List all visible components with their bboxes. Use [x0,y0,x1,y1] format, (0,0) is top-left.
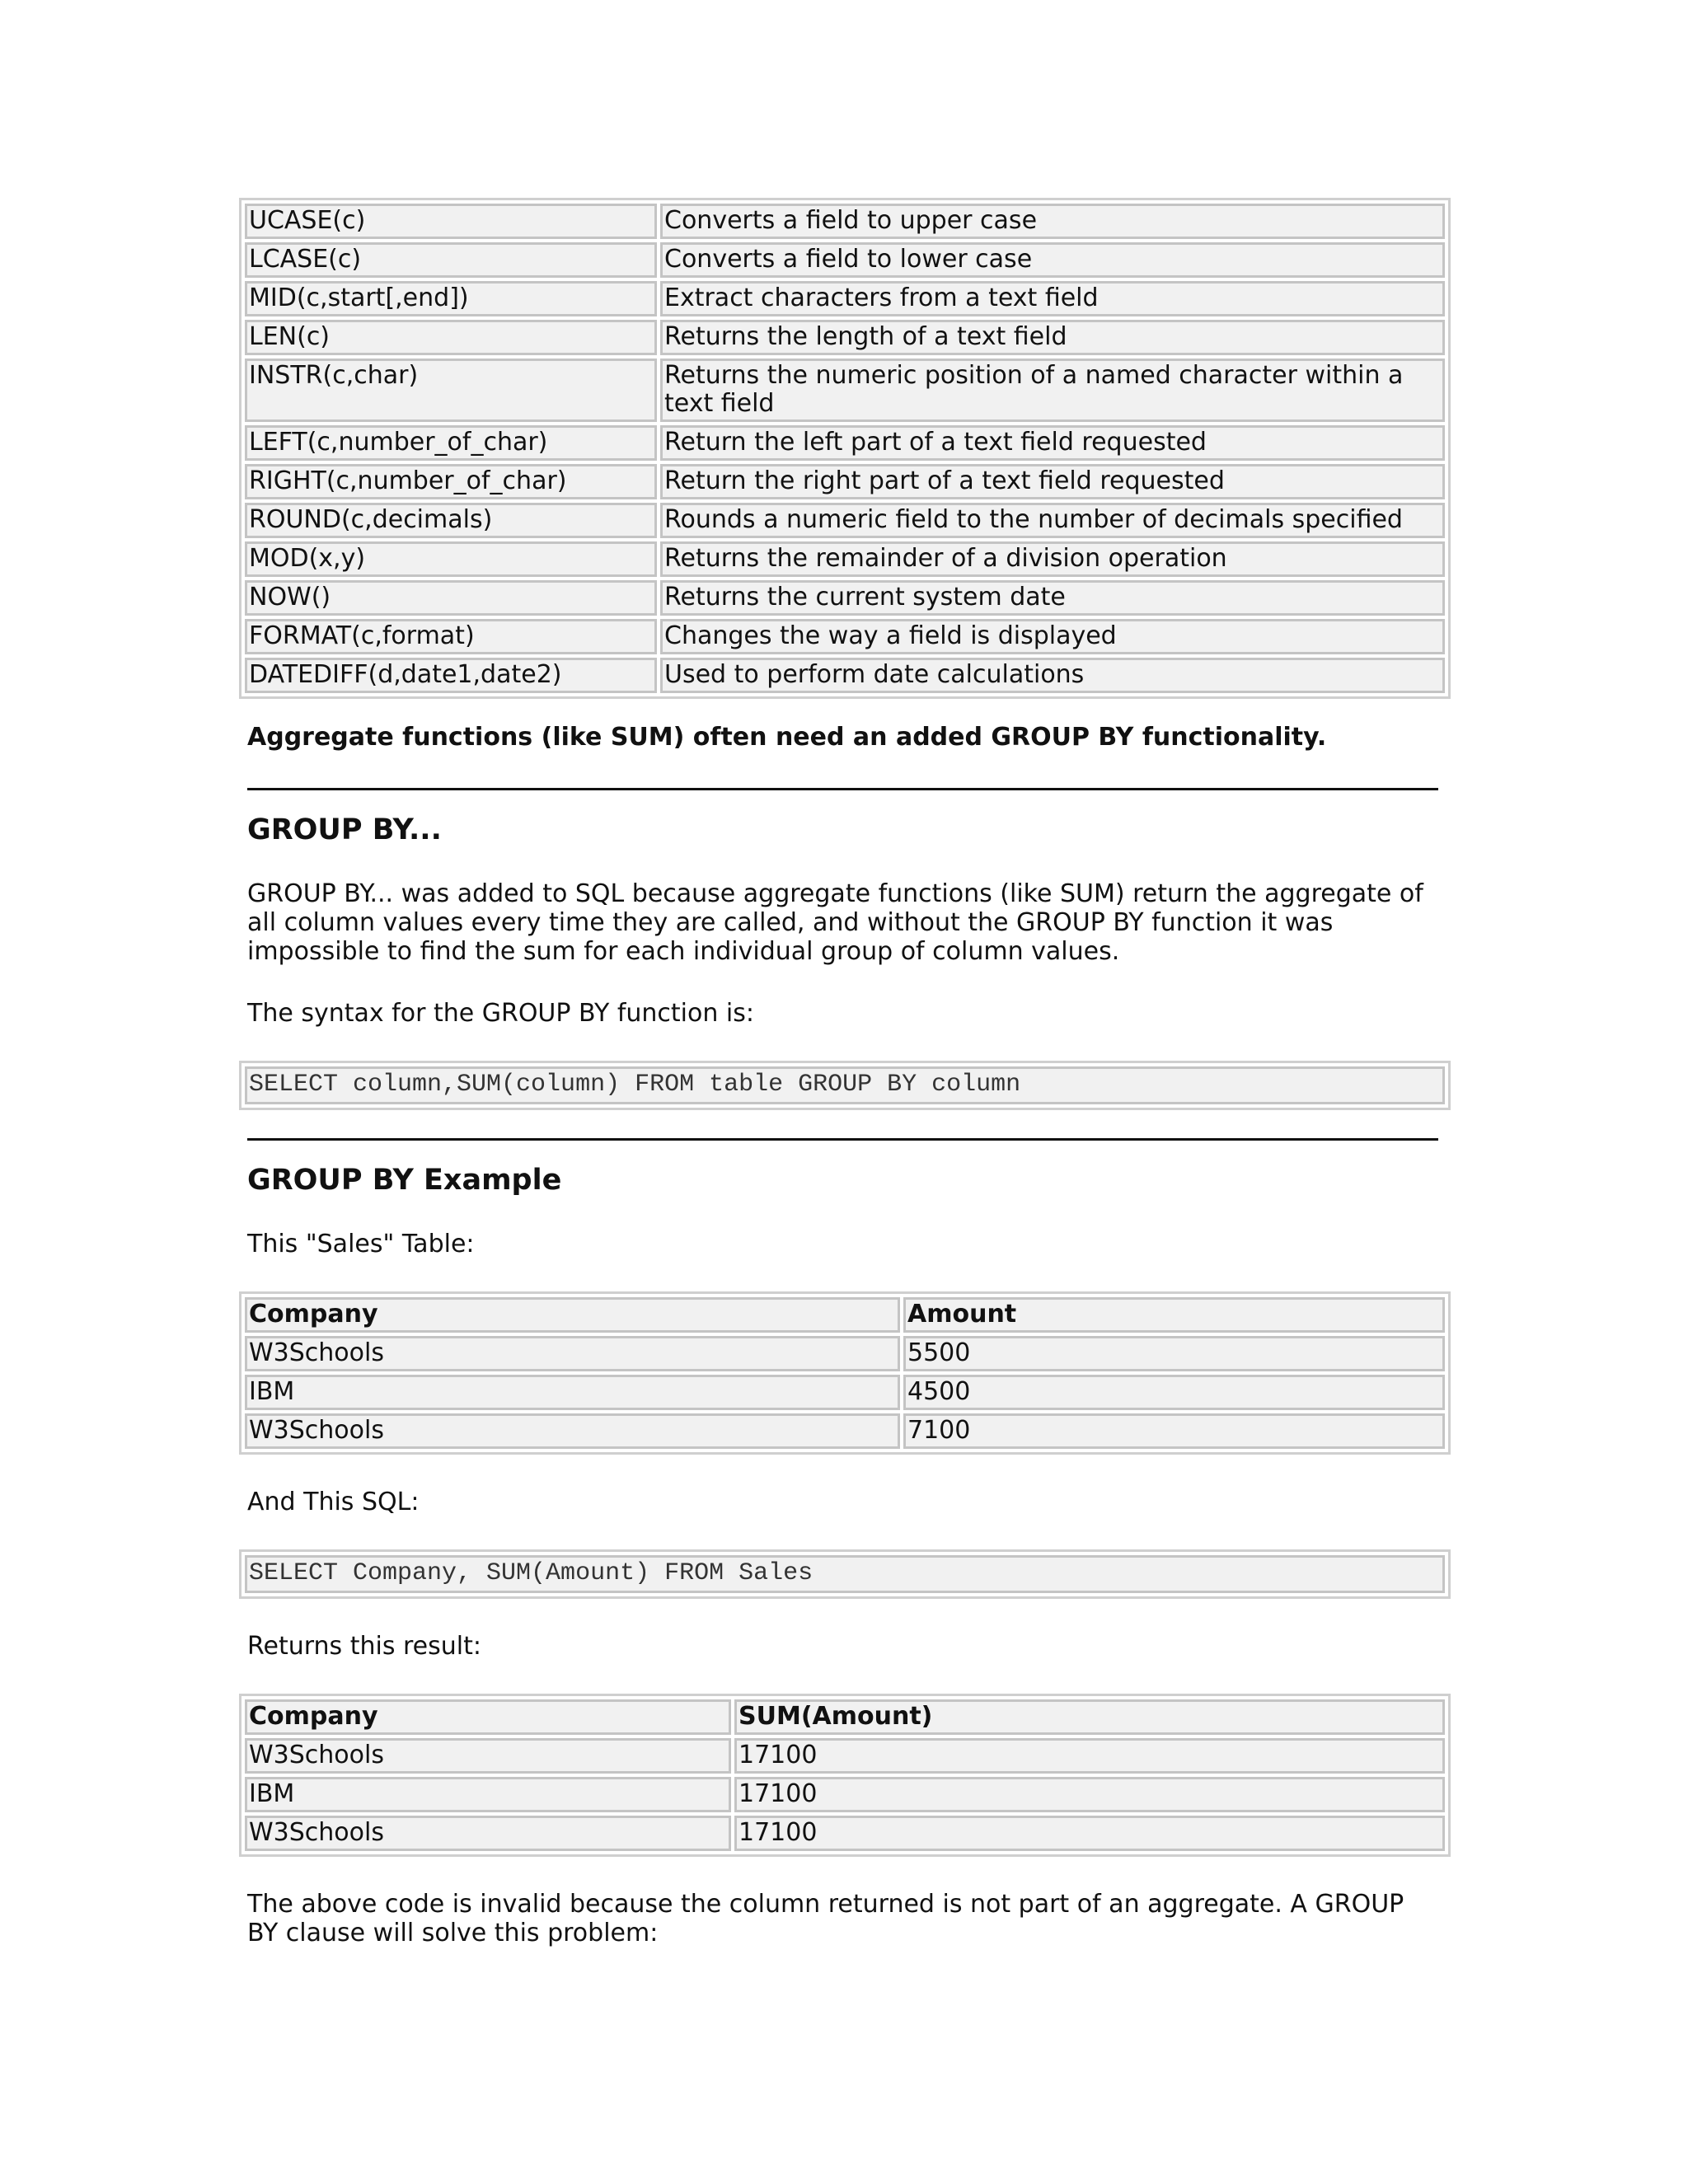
table-row [245,464,1445,499]
table-row [245,580,1445,616]
column-header-amount: Amount [903,1297,1445,1333]
function-description-cell: Extract characters from a text field [660,281,1445,316]
sql-code-box [239,1549,1451,1599]
function-name-cell: MID(c,start[,end]) [245,281,657,316]
table-row [245,619,1445,654]
column-header-company: Company [245,1297,900,1333]
syntax-intro: The syntax for the GROUP BY function is: [247,999,754,1028]
sales-table-wrapper [239,1291,1451,1455]
table-row [245,242,1445,278]
amount-cell: 7100 [903,1413,1445,1449]
functions-table [239,198,1451,699]
function-description-cell: Return the right part of a text field requested [660,464,1445,499]
table-row [245,1816,1445,1851]
sales-intro: This "Sales" Table: [247,1230,475,1258]
function-description-cell: Return the left part of a text field requested [660,425,1445,461]
section-divider [247,788,1438,790]
function-name-cell: UCASE(c) [245,204,657,239]
table-row [245,425,1445,461]
closing-paragraph: The above code is invalid because the column returned is not part of an aggregate. A GROUP BY clause will solve this problem: [247,1890,1404,1947]
function-name-cell: INSTR(c,char) [245,359,657,422]
table-row [245,320,1445,355]
sql-code: SELECT Company, SUM(Amount) FROM Sales [245,1555,1445,1593]
company-cell: IBM [245,1777,731,1812]
section-divider [247,1138,1438,1141]
table-row [245,359,1445,422]
result-table-wrapper [239,1694,1451,1857]
function-name-cell: RIGHT(c,number_of_char) [245,464,657,499]
sql-intro: And This SQL: [247,1488,420,1516]
column-header-company: Company [245,1699,731,1735]
company-cell: W3Schools [245,1738,731,1774]
group-by-paragraph: GROUP BY... was added to SQL because aggregate functions (like SUM) return the aggregate of all column values every time they are called, and without the GROUP BY function it was impossible to find the sum for each individual group of column values. [247,879,1423,966]
function-description-cell: Used to perform date calculations [660,658,1445,693]
company-cell: W3Schools [245,1336,900,1371]
table-row [245,503,1445,538]
function-name-cell: MOD(x,y) [245,541,657,577]
result-intro: Returns this result: [247,1632,481,1661]
table-header-row [245,1297,1445,1333]
function-name-cell: NOW() [245,580,657,616]
function-description-cell: Changes the way a field is displayed [660,619,1445,654]
function-description-cell: Returns the current system date [660,580,1445,616]
function-name-cell: ROUND(c,decimals) [245,503,657,538]
sum-amount-cell: 17100 [734,1816,1445,1851]
function-name-cell: LEN(c) [245,320,657,355]
table-row [245,281,1445,316]
function-description-cell: Returns the remainder of a division operation [660,541,1445,577]
company-cell: IBM [245,1375,900,1410]
function-name-cell: DATEDIFF(d,date1,date2) [245,658,657,693]
syntax-code-box [239,1061,1451,1110]
syntax-code: SELECT column,SUM(column) FROM table GROUP BY column [245,1066,1445,1104]
table-row [245,658,1445,693]
table-row [245,204,1445,239]
company-cell: W3Schools [245,1816,731,1851]
function-description-cell: Rounds a numeric field to the number of decimals specified [660,503,1445,538]
amount-cell: 5500 [903,1336,1445,1371]
function-description-cell: Returns the length of a text field [660,320,1445,355]
table-row [245,1336,1445,1371]
example-heading: GROUP BY Example [247,1164,562,1197]
column-header-sum-amount: SUM(Amount) [734,1699,1445,1735]
table-row [245,1738,1445,1774]
function-name-cell: LEFT(c,number_of_char) [245,425,657,461]
aggregate-note: Aggregate functions (like SUM) often need an added GROUP BY functionality. [247,723,1327,752]
table-header-row [245,1699,1445,1735]
table-row [245,541,1445,577]
function-name-cell: LCASE(c) [245,242,657,278]
table-row [245,1777,1445,1812]
function-name-cell: FORMAT(c,format) [245,619,657,654]
function-description-cell: Converts a field to lower case [660,242,1445,278]
sum-amount-cell: 17100 [734,1777,1445,1812]
functions-table-body [245,204,1445,693]
function-description-cell: Converts a field to upper case [660,204,1445,239]
function-description-cell: Returns the numeric position of a named character within a text field [660,359,1445,422]
group-by-heading: GROUP BY... [247,813,442,846]
sql-code-table [239,1549,1451,1599]
page-content [239,198,1451,1947]
table-row [245,1375,1445,1410]
company-cell: W3Schools [245,1413,900,1449]
syntax-code-table [239,1061,1451,1110]
result-table [239,1694,1451,1857]
sum-amount-cell: 17100 [734,1738,1445,1774]
amount-cell: 4500 [903,1375,1445,1410]
sales-table [239,1291,1451,1455]
table-row [245,1413,1445,1449]
